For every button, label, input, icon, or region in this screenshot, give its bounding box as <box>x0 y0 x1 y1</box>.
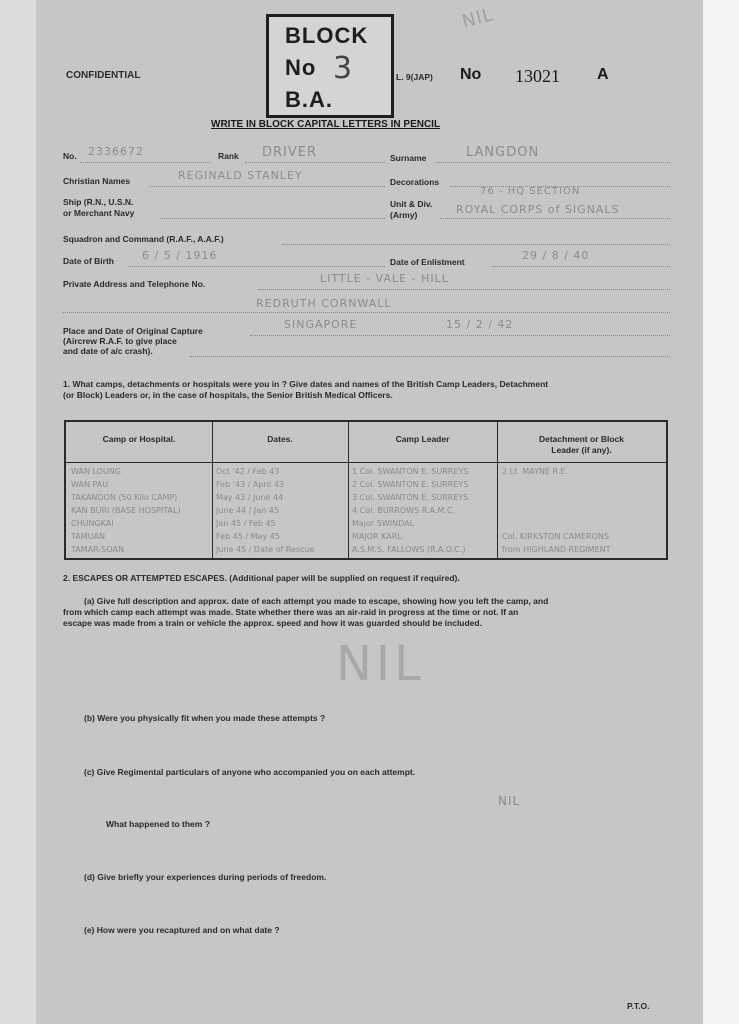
section2-a-line2: from which camp each attempt was made. State whether there was an air-raid in progress at the time or not. If an <box>63 607 519 617</box>
row4-camp: KAN BURI (BASE HOSPITAL) <box>71 506 181 515</box>
section2-a-line3: escape was made from a train or vehicle the approx. speed and how it was guarded should be included. <box>63 618 482 628</box>
serial-number: 13021 <box>515 66 560 86</box>
section1-question-2: (or Block) Leaders or, in the case of hospitals, the Senior British Medical Officers. <box>63 390 393 400</box>
capture-date: 15 / 2 / 42 <box>446 318 514 331</box>
christian-names-value: REGINALD STANLEY <box>178 169 303 182</box>
enlistment-label: Date of Enlistment <box>390 257 465 267</box>
dob-line <box>128 266 385 267</box>
row7-detachment: from HIGHLAND REGIMENT <box>502 545 611 554</box>
section2-e: (e) How were you recaptured and on what date ? <box>84 925 280 935</box>
decorations-label: Decorations <box>390 177 440 187</box>
row3-leader: 3 Col. SWANTON E. SURREYS <box>352 493 469 502</box>
row3-dates: May 43 / June 44 <box>216 493 284 502</box>
row7-camp: TAMAR-SOAN <box>71 545 124 554</box>
row2-dates: Feb '43 / April 43 <box>216 480 284 489</box>
row6-camp: TAMUAN <box>71 532 105 541</box>
stamp-block-number: 3 <box>333 51 353 86</box>
rank-value: DRIVER <box>262 145 318 160</box>
row1-camp: WAN LOUNG <box>71 467 121 476</box>
number-label: No <box>460 66 482 83</box>
header-camp: Camp or Hospital. <box>102 434 176 444</box>
ship-label-2: or Merchant Navy <box>63 208 135 218</box>
row5-camp: CHUNGKAI <box>71 519 114 528</box>
address-value-2: REDRUTH CORNWALL <box>256 297 392 310</box>
unit-value-1: 76 - HQ SECTION <box>480 186 581 197</box>
section1-question-1: 1. What camps, detachments or hospitals were you in ? Give dates and names of the British Camp Leaders, Detachment <box>63 379 549 389</box>
row3-camp: TAKANOON (50 Kilo CAMP) <box>71 493 178 502</box>
unit-value-2: ROYAL CORPS of SIGNALS <box>456 203 620 216</box>
section2-c-followup: What happened to them ? <box>106 819 210 829</box>
nil-answer: NIL <box>336 636 425 692</box>
surname-value: LANGDON <box>466 145 540 160</box>
row1-leader: 1 Col. SWANTON E. SURREYS <box>352 467 469 476</box>
unit-label-2: (Army) <box>390 210 418 220</box>
serial-suffix: A <box>597 66 609 83</box>
no-value: 2336672 <box>88 145 144 158</box>
address-line-1 <box>258 289 670 290</box>
row6-leader: MAJOR KARL <box>352 532 402 541</box>
scan-left-margin <box>0 0 36 1024</box>
section2-a-line1: (a) Give full description and approx. date of each attempt you made to escape, showing how you left the camp, and <box>84 596 549 606</box>
ship-label-1: Ship (R.N., U.S.N. <box>63 197 134 207</box>
capture-place: SINGAPORE <box>284 318 358 331</box>
stamp-block-text: BLOCK <box>285 23 369 48</box>
header-detachment-1: Detachment or Block <box>538 434 625 444</box>
squadron-line <box>282 244 670 245</box>
row4-dates: June 44 / Jan 45 <box>216 506 279 515</box>
header-detachment-2: Leader (if any). <box>551 445 612 455</box>
capture-label-1: Place and Date of Original Capture <box>63 326 203 336</box>
capture-label-3: and date of a/c crash). <box>63 346 153 356</box>
enlistment-line <box>492 266 670 267</box>
section2-title: 2. ESCAPES OR ATTEMPTED ESCAPES. (Additional paper will be supplied on request if required). <box>63 573 460 583</box>
row7-leader: A.S.M.S. FALLOWS (R.A.O.C.) <box>352 545 466 554</box>
surname-line <box>435 162 670 163</box>
address-value-1: LITTLE - VALE - HILL <box>320 272 449 285</box>
surname-label: Surname <box>390 153 427 163</box>
christian-names-line <box>150 186 385 187</box>
row6-detachment: Col. KIRKSTON CAMERONS <box>502 532 609 541</box>
rank-line <box>245 162 385 163</box>
capture-line <box>250 335 670 336</box>
row7-dates: June 45 / Date of Rescue <box>216 545 315 554</box>
christian-names-label: Christian Names <box>63 176 131 186</box>
camps-table <box>64 420 668 560</box>
header-dates: Dates. <box>267 434 293 444</box>
unit-line <box>440 218 670 219</box>
top-scribble: NIL <box>459 4 496 33</box>
row2-camp: WAN PAU <box>71 480 109 489</box>
block-stamp <box>266 14 394 118</box>
ship-line <box>160 218 385 219</box>
instruction-heading: WRITE IN BLOCK CAPITAL LETTERS IN PENCIL <box>211 119 441 130</box>
header-camp-leader: Camp Leader <box>395 434 450 444</box>
row1-dates: Oct '42 / Feb 43 <box>216 467 280 476</box>
dob-label: Date of Birth <box>63 256 114 266</box>
rank-label: Rank <box>218 151 239 161</box>
dob-value: 6 / 5 / 1916 <box>142 249 218 262</box>
no-line <box>80 162 210 163</box>
stamp-no-text: No <box>285 55 317 80</box>
row6-dates: Feb 45 / May 45 <box>216 532 280 541</box>
row4-leader: 4 Col. BURROWS R.A.M.C. <box>352 506 455 515</box>
scan-right-margin <box>703 0 739 1024</box>
section2-d: (d) Give briefly your experiences during periods of freedom. <box>84 872 327 882</box>
capture-line-2 <box>190 356 670 357</box>
unit-label-1: Unit & Div. <box>390 199 433 209</box>
no-label: No. <box>63 151 77 161</box>
pto-label: P.T.O. <box>627 1001 650 1011</box>
row1-detachment: 2 Lt. MAYNE R.E. <box>502 467 568 476</box>
section2-b: (b) Were you physically fit when you made these attempts ? <box>84 713 326 723</box>
address-line-2 <box>63 312 670 313</box>
row5-dates: Jan 45 / Feb 45 <box>216 519 276 528</box>
row5-leader: Major SWINDAL <box>352 519 415 528</box>
row2-leader: 2 Col. SWANTON E. SURREYS <box>352 480 469 489</box>
confidential-label: CONFIDENTIAL <box>66 70 141 81</box>
c-answer: NIL <box>498 794 521 808</box>
enlistment-value: 29 / 8 / 40 <box>522 249 590 262</box>
form-code: L. 9(JAP) <box>396 72 433 82</box>
address-label: Private Address and Telephone No. <box>63 279 206 289</box>
squadron-label: Squadron and Command (R.A.F., A.A.F.) <box>63 234 224 244</box>
section2-c: (c) Give Regimental particulars of anyone who accompanied you on each attempt. <box>84 767 416 777</box>
capture-label-2: (Aircrew R.A.F. to give place <box>63 336 177 346</box>
stamp-ba-text: B.A. <box>285 87 333 112</box>
